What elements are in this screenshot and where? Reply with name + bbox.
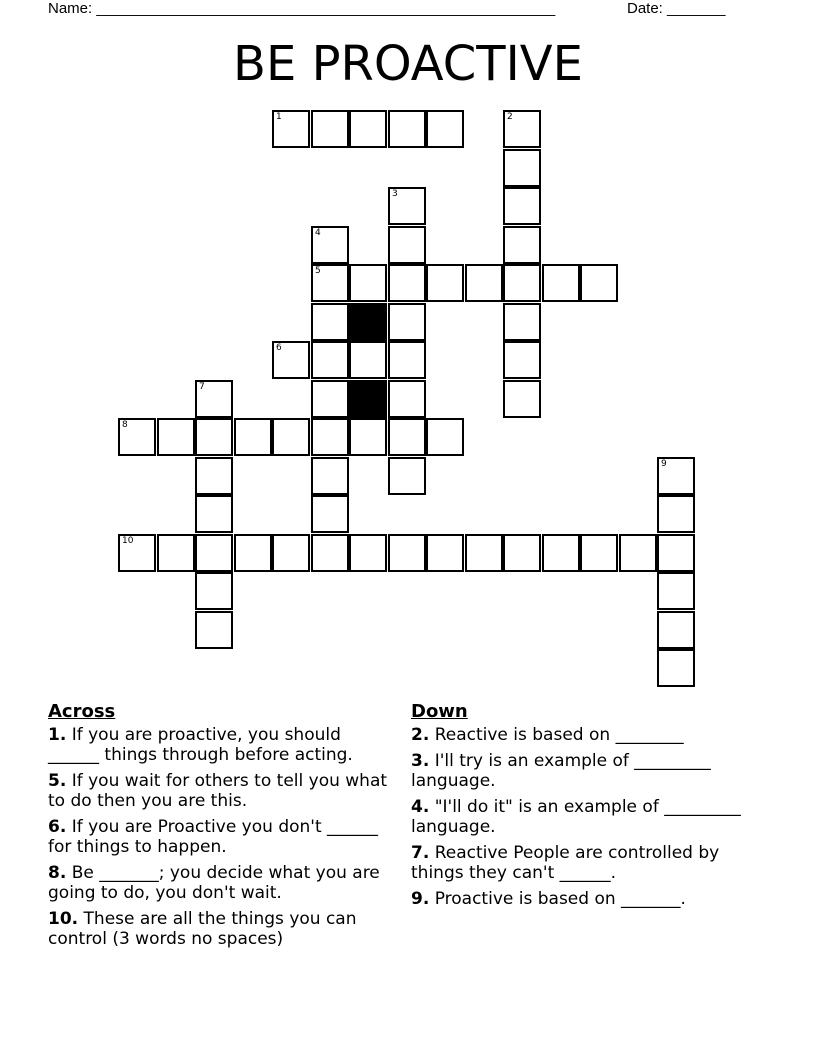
grid-cell[interactable] <box>657 534 695 572</box>
grid-cell[interactable] <box>195 611 233 649</box>
grid-cell[interactable] <box>503 187 541 225</box>
grid-cell[interactable] <box>657 457 695 495</box>
grid-cell[interactable] <box>157 418 195 456</box>
across-clue <box>48 909 393 949</box>
grid-cell[interactable] <box>272 341 310 379</box>
name-line: Name: _______________________________________________________ <box>48 0 556 17</box>
grid-cell[interactable] <box>388 187 426 225</box>
grid-cell[interactable] <box>388 534 426 572</box>
across-clue <box>48 863 393 903</box>
grid-cell[interactable] <box>388 341 426 379</box>
grid-cell[interactable] <box>234 534 272 572</box>
clue-text: "I'll do it" is an example of _________ language. <box>411 797 741 837</box>
clue-number-label: 5. <box>48 771 67 791</box>
grid-cell[interactable] <box>311 303 349 341</box>
grid-cell[interactable] <box>311 341 349 379</box>
grid-cell[interactable] <box>195 380 233 418</box>
clue-text: These are all the things you can control (3 words no spaces) <box>48 909 357 949</box>
clue-number: 7 <box>199 382 205 392</box>
down-clue <box>411 751 756 791</box>
grid-cell[interactable] <box>657 649 695 687</box>
clue-text: If you are proactive, you should ______ things through before acting. <box>48 725 353 765</box>
clue-number: 10 <box>122 536 134 546</box>
grid-cell[interactable] <box>195 418 233 456</box>
down-clue <box>411 889 756 909</box>
down-clue <box>411 725 756 745</box>
grid-cell[interactable] <box>503 534 541 572</box>
clue-number: 8 <box>122 420 128 430</box>
grid-cell[interactable] <box>195 495 233 533</box>
down-clue <box>411 797 756 837</box>
clue-text: Reactive is based on ________ <box>429 725 684 745</box>
grid-cell[interactable] <box>349 264 387 302</box>
grid-cell[interactable] <box>349 110 387 148</box>
grid-cell[interactable] <box>426 264 464 302</box>
clue-number: 6 <box>276 343 282 353</box>
grid-cell[interactable] <box>503 110 541 148</box>
down-clues <box>411 701 756 915</box>
clue-text: If you wait for others to tell you what to do then you are this. <box>48 771 388 811</box>
grid-cell[interactable] <box>426 534 464 572</box>
grid-cell[interactable] <box>503 149 541 187</box>
grid-cell[interactable] <box>503 226 541 264</box>
clue-text: If you are Proactive you don't ______ for things to happen. <box>48 817 379 857</box>
grid-cell[interactable] <box>311 418 349 456</box>
grid-cell[interactable] <box>118 534 156 572</box>
across-clues <box>48 701 393 955</box>
grid-cell[interactable] <box>657 572 695 610</box>
clue-number: 1 <box>276 112 282 122</box>
across-clue-list <box>48 725 393 949</box>
clue-number-label: 7. <box>411 843 430 863</box>
clue-number-label: 4. <box>411 797 430 817</box>
clue-text: Proactive is based on _______. <box>429 889 686 909</box>
grid-cell[interactable] <box>426 418 464 456</box>
across-clue <box>48 817 393 857</box>
grid-cell[interactable] <box>311 226 349 264</box>
clue-number: 9 <box>661 459 667 469</box>
grid-cell[interactable] <box>195 457 233 495</box>
grid-cell[interactable] <box>657 495 695 533</box>
grid-cell[interactable] <box>388 380 426 418</box>
clue-number-label: 1. <box>48 725 67 745</box>
clue-number-label: 2. <box>411 725 430 745</box>
clue-number-label: 9. <box>411 889 430 909</box>
grid-cell[interactable] <box>503 264 541 302</box>
clue-text: Be _______; you decide what you are going to do, you don't wait. <box>48 863 380 903</box>
clue-number-label: 8. <box>48 863 67 883</box>
grid-cell[interactable] <box>234 418 272 456</box>
grid-cell[interactable] <box>388 226 426 264</box>
grid-cell[interactable] <box>503 380 541 418</box>
grid-cell[interactable] <box>272 418 310 456</box>
clue-number: 4 <box>315 228 321 238</box>
clue-number-label: 6. <box>48 817 67 837</box>
down-clue-list <box>411 725 756 909</box>
grid-cell[interactable] <box>388 303 426 341</box>
grid-cell[interactable] <box>349 341 387 379</box>
clue-text: Reactive People are controlled by things they can't ______. <box>411 843 720 883</box>
grid-cell[interactable] <box>465 534 503 572</box>
down-heading: Down <box>411 701 468 722</box>
grid-cell[interactable] <box>542 264 580 302</box>
grid-cell[interactable] <box>657 611 695 649</box>
date-line: Date: _______ <box>627 0 726 17</box>
grid-cell[interactable] <box>349 534 387 572</box>
grid-cell-black <box>349 380 387 418</box>
grid-cell-black <box>349 303 387 341</box>
across-clue <box>48 725 393 765</box>
grid-cell[interactable] <box>195 572 233 610</box>
across-heading: Across <box>48 701 116 722</box>
grid-cell[interactable] <box>465 264 503 302</box>
grid-cell[interactable] <box>272 110 310 148</box>
grid-cell[interactable] <box>388 418 426 456</box>
grid-cell[interactable] <box>311 380 349 418</box>
grid-cell[interactable] <box>619 534 657 572</box>
puzzle-title: BE PROACTIVE <box>233 36 583 92</box>
grid-cell[interactable] <box>157 534 195 572</box>
grid-cell[interactable] <box>503 341 541 379</box>
clue-number: 3 <box>392 189 398 199</box>
grid-cell[interactable] <box>580 534 618 572</box>
clue-text: I'll try is an example of _________ language. <box>411 751 711 791</box>
grid-cell[interactable] <box>580 264 618 302</box>
across-clue <box>48 771 393 811</box>
grid-cell[interactable] <box>542 534 580 572</box>
grid-cell[interactable] <box>311 534 349 572</box>
clue-number: 5 <box>315 266 321 276</box>
grid-cell[interactable] <box>349 418 387 456</box>
clue-number-label: 10. <box>48 909 79 929</box>
grid-cell[interactable] <box>388 264 426 302</box>
clue-number: 2 <box>507 112 513 122</box>
grid-cell[interactable] <box>118 418 156 456</box>
grid-cell[interactable] <box>388 457 426 495</box>
grid-cell[interactable] <box>311 110 349 148</box>
grid-cell[interactable] <box>311 457 349 495</box>
grid-cell[interactable] <box>503 303 541 341</box>
down-clue <box>411 843 756 883</box>
clue-number-label: 3. <box>411 751 430 771</box>
grid-cell[interactable] <box>426 110 464 148</box>
grid-cell[interactable] <box>388 110 426 148</box>
grid-cell[interactable] <box>195 534 233 572</box>
grid-cell[interactable] <box>272 534 310 572</box>
grid-cell[interactable] <box>311 495 349 533</box>
grid-cell[interactable] <box>311 264 349 302</box>
